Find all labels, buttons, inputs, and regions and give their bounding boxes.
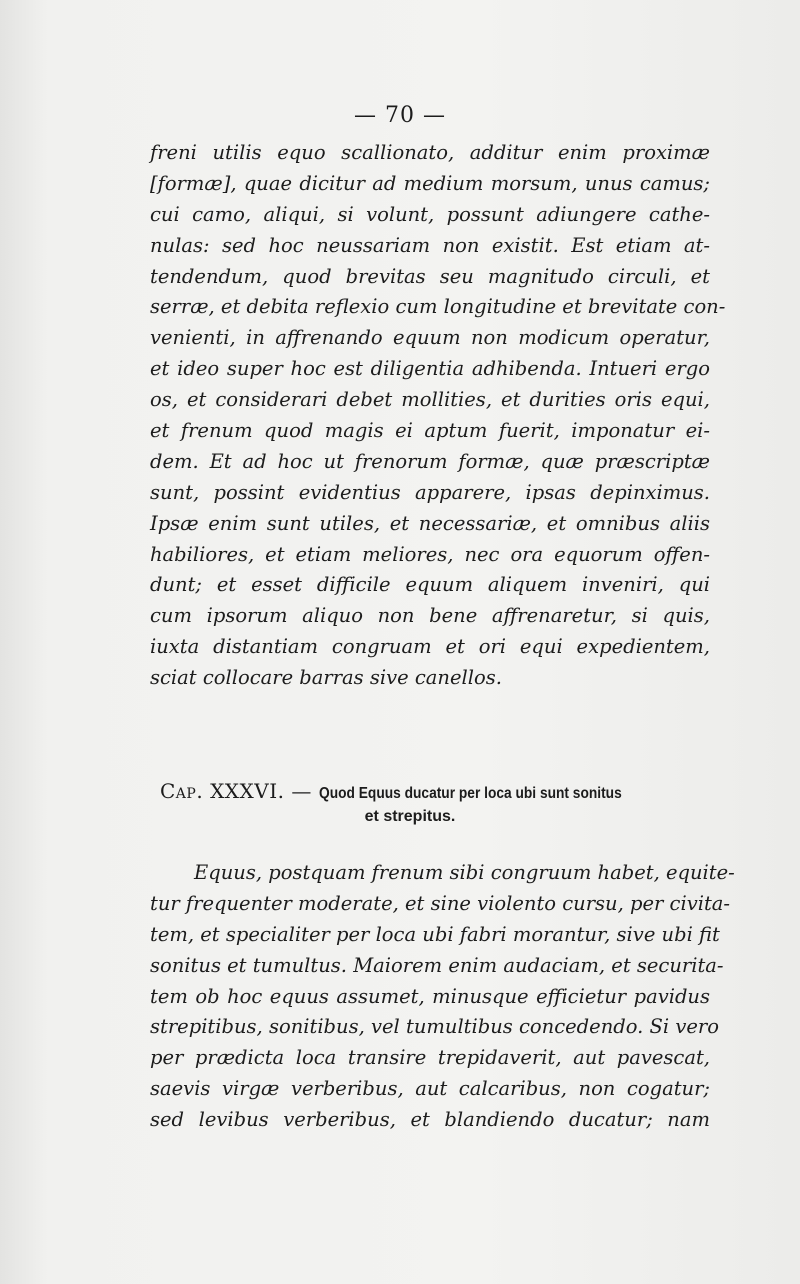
text-line: strepitibus, sonitibus, vel tumultibus concedendo. Si vero xyxy=(150,1015,719,1039)
text-line: dem. Et ad hoc ut frenorum formæ, quæ præscriptæ xyxy=(150,449,710,473)
text-line: iuxta distantiam congruam et ori equi expedientem, xyxy=(150,635,710,659)
text-line: tem, et specialiter per loca ubi fabri morantur, sive ubi fit xyxy=(150,922,720,946)
text-line: sciat collocare barras sive canellos. xyxy=(150,666,502,690)
text-line: sunt, possint evidentius apparere, ipsas depinximus. xyxy=(150,480,710,504)
text-line: freni utilis equo scallionato, additur enim proximæ xyxy=(150,141,710,164)
text-line: [formæ], quae dicitur ad medium morsum, unus camus; xyxy=(150,171,710,195)
paragraph-2 xyxy=(150,858,735,1136)
chapter-title-line-1: Quod Equus ducatur per loca ubi sunt sonitus xyxy=(318,785,622,802)
text-line: et ideo super hoc est diligentia adhibenda. Intueri ergo xyxy=(150,357,710,381)
text-line: venienti, in affrenando equum non modicum operatur, xyxy=(150,326,710,350)
text-line: habiliores, et etiam meliores, nec ora equorum offen- xyxy=(150,542,710,566)
text-line: sonitus et tumultus. Maiorem enim audaciam, et securita- xyxy=(150,953,724,977)
text-line: per prædicta loca transire trepidaverit, aut pavescat, xyxy=(150,1046,710,1070)
text-line: dunt; et esset difficile equum aliquem inveniri, qui xyxy=(150,573,710,597)
chapter-label: Cap. xyxy=(160,779,204,803)
chapter-title-line-2: et strepitus. xyxy=(364,808,456,825)
text-line: sed levibus verberibus, et blandiendo ducatur; nam xyxy=(150,1108,710,1132)
text-line: et frenum quod magis ei aptum fuerit, imponatur ei- xyxy=(150,419,710,443)
text-line: nulas: sed hoc neussariam non existit. Est etiam at- xyxy=(150,233,710,257)
text-line: Ipsæ enim sunt utiles, et necessariæ, et omnibus aliis xyxy=(150,511,710,535)
text-line: saevis virgæ verberibus, aut calcaribus, non cogatur; xyxy=(150,1077,710,1101)
chapter-dash: — xyxy=(291,779,312,803)
text-line: Equus, postquam frenum sibi congruum habet, equite- xyxy=(194,861,735,884)
chapter-heading xyxy=(160,776,720,836)
text-line: os, et considerari debet mollities, et durities oris equi, xyxy=(150,388,710,412)
chapter-numeral: XXXVI. xyxy=(210,779,285,803)
text-line: tem ob hoc equus assumet, minusque efficietur pavidus xyxy=(150,984,710,1008)
text-line: cum ipsorum aliquo non bene affrenaretur, si quis, xyxy=(150,604,710,628)
text-line: serræ, et debita reflexio cum longitudine et brevitate con- xyxy=(150,295,726,319)
text-line: tendendum, quod brevitas seu magnitudo circuli, et xyxy=(150,264,710,288)
text-line: cui camo, aliqui, si volunt, possunt adiungere cathe- xyxy=(150,202,710,226)
page-number: — 70 — xyxy=(354,103,446,128)
paragraph-1 xyxy=(150,138,726,694)
text-line: tur frequenter moderate, et sine violento cursu, per civita- xyxy=(150,891,730,915)
